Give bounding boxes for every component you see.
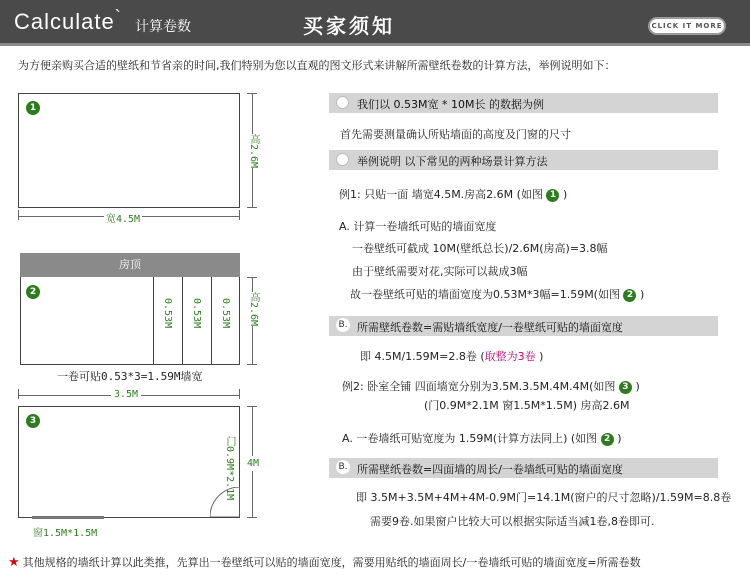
diagram-1-height-label: 高2.6M bbox=[248, 134, 259, 169]
figure-2-ref-icon: 2 bbox=[623, 289, 636, 302]
window-label: 窗1.5M*1.5M bbox=[33, 528, 98, 539]
diagram-1-wall bbox=[18, 93, 240, 208]
header-bar bbox=[0, 0, 750, 43]
figure-3-ref-icon: 3 bbox=[619, 381, 632, 394]
diagram-2-roof: 房顶 bbox=[20, 253, 240, 277]
header-subtitle: 计算卷数 bbox=[135, 19, 191, 35]
diagram-3-height-label: 4M bbox=[247, 458, 260, 469]
step-b-badge: B. bbox=[336, 460, 350, 474]
result-line-1: 即 4.5M/1.59M=2.8卷 (取整为3卷 ) bbox=[360, 350, 544, 363]
formula-bar-b1: B. 所需壁纸卷数=需贴墙纸宽度/一卷壁纸可贴的墙面宽度 bbox=[329, 316, 718, 336]
diagram-3-width-label: 3.5M bbox=[111, 389, 141, 400]
diagram-2-caption: 一卷可贴0.53*3=1.59M墙宽 bbox=[57, 370, 203, 383]
door-label: 门0.9M*2.1M bbox=[224, 436, 235, 501]
diagram-1-width-label: 宽4.5M bbox=[104, 210, 142, 225]
calc-line-3: 故一卷壁纸可贴的墙面宽度为0.53M*3幅=1.59M(如图 2 ) bbox=[350, 288, 645, 301]
measure-instruction: 首先需要测量确认所贴墙面的高度及门窗的尺寸 bbox=[340, 128, 571, 141]
bullet-icon bbox=[336, 153, 349, 166]
page-title: 买家须知 bbox=[303, 14, 395, 38]
paper-strip bbox=[211, 277, 212, 365]
click-more-button[interactable]: CLICK IT MORE bbox=[648, 17, 726, 35]
window-mark bbox=[32, 516, 104, 519]
figure-1-ref-icon: 1 bbox=[546, 189, 559, 202]
step-a-heading: A. 计算一卷墙纸可贴的墙面宽度 bbox=[339, 220, 497, 233]
diagram-3-room bbox=[18, 406, 240, 518]
calc-line-2: 由于壁纸需要对花,实际可以裁成3幅 bbox=[352, 265, 528, 278]
example-2-details: (门0.9M*2.1M 窗1.5M*1.5M) 房高2.6M bbox=[424, 399, 630, 412]
diagram-2-number: 2 bbox=[26, 285, 40, 299]
strip-width-label: 0.53M bbox=[220, 298, 231, 329]
diagram-2-height-label: 高2.6M bbox=[248, 292, 259, 327]
info-bar-1: 我们以 0.53M宽 * 10M长 的数据为例 bbox=[329, 93, 718, 113]
brand-logo: Calculate` bbox=[14, 7, 122, 34]
example-2: 例2: 卧室全铺 四面墙宽分别为3.5M.3.5M.4M.4M(如图 3 ) bbox=[342, 380, 640, 393]
example-1: 例1: 只贴一面 墙宽4.5M.房高2.6M (如图 1 ) bbox=[339, 188, 568, 201]
paper-strip bbox=[182, 277, 183, 365]
bullet-icon bbox=[336, 96, 349, 109]
footer-note: ★ 其他规格的墙纸计算以此类推，先算出一卷壁纸可以贴的墙面宽度，需要用贴纸的墙面周长/一卷墙纸可贴的墙面宽度=所需卷数 bbox=[8, 555, 641, 570]
result-line-3: 需要9卷.如果窗户比较大可以根据实际适当减1卷,8卷即可. bbox=[370, 515, 655, 528]
info-bar-2: 举例说明 以下常见的两种场景计算方法 bbox=[329, 150, 718, 170]
strip-width-label: 0.53M bbox=[191, 298, 202, 329]
diagram-1-number: 1 bbox=[26, 101, 40, 115]
diagram-3-number: 3 bbox=[26, 414, 40, 428]
figure-2-ref-icon: 2 bbox=[601, 433, 614, 446]
paper-strip bbox=[153, 277, 154, 365]
step-a2: A. 一卷墙纸可贴宽度为 1.59M(计算方法同上) (如图 2 ) bbox=[342, 432, 622, 445]
rounded-result: 取整为3卷 bbox=[484, 350, 536, 363]
header-divider bbox=[0, 43, 750, 46]
formula-bar-b2: B. 所需壁纸卷数=四面墙的周长/一卷墙纸可贴的墙面宽度 bbox=[329, 458, 718, 478]
star-icon: ★ bbox=[8, 555, 20, 570]
result-line-2: 即 3.5M+3.5M+4M+4M-0.9M门=14.1M(窗户的尺寸忽略)/1.59M=8.8卷 bbox=[356, 491, 732, 504]
step-b-badge: B. bbox=[336, 318, 350, 332]
intro-text: 为方便亲购买合适的壁纸和节省亲的时间,我们特别为您以直观的图文形式来讲解所需壁纸卷数的计算方法，举例说明如下： bbox=[18, 59, 616, 72]
strip-width-label: 0.53M bbox=[162, 298, 173, 329]
calc-line-1: 一卷壁纸可截成 10M(壁纸总长)/2.6M(房高)=3.8幅 bbox=[352, 242, 608, 255]
